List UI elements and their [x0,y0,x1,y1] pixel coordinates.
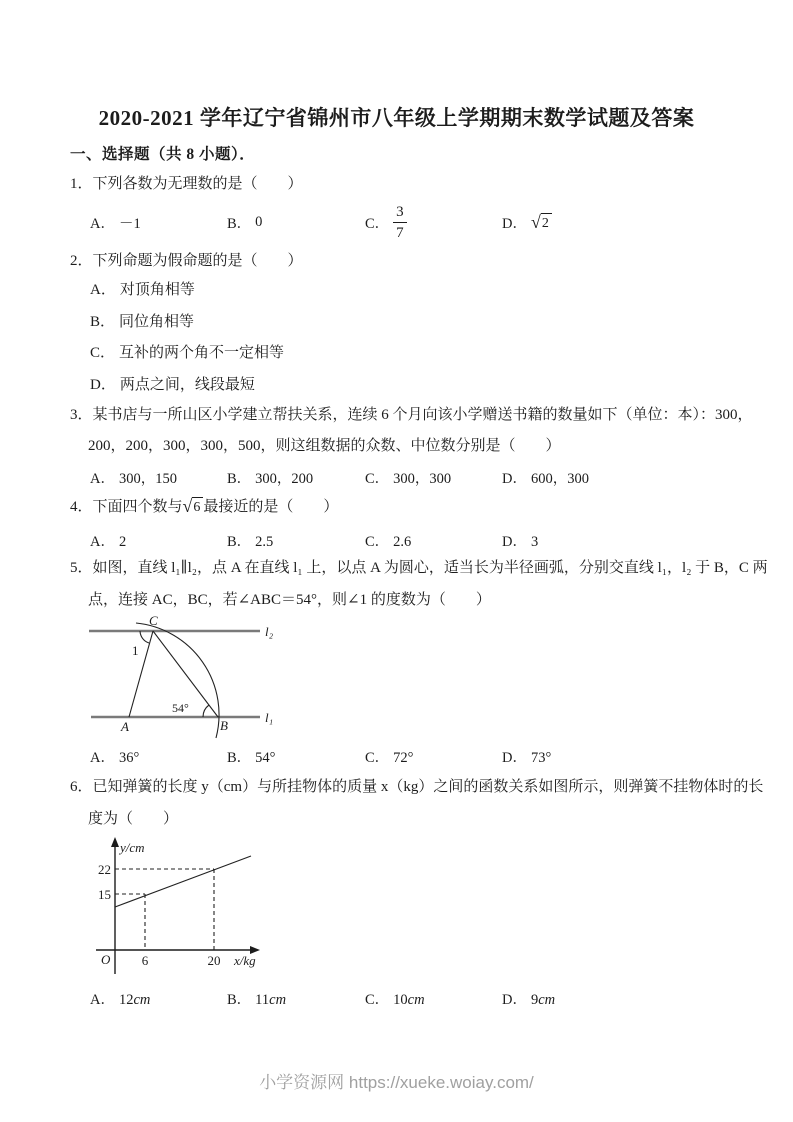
option-value: 72° [393,750,414,766]
option-label: C． [365,471,390,487]
option-label: D． [502,215,527,232]
question-4-post: 最接近的是（ ） [203,499,339,515]
radical-sign: √ [530,211,541,232]
option-unit: cm [407,992,425,1008]
option-value: 10 [393,992,408,1008]
question-5-text-line1: 5．如图，直线 l₁∥l₂，点 A 在直线 l₁ 上，以点 A 为圆心，适当长为半径画弧，分别交直线 l₁，l₂ 于 B，C 两 [70,560,768,576]
question-1-text: 1．下列各数为无理数的是（ ） [70,176,303,192]
option-label: A． [90,471,115,487]
option-label: B． [227,471,252,487]
fraction [393,203,407,242]
option-6a [90,988,150,1009]
point-b-label: B [220,718,228,733]
question-5-text-line2: 点，连接 AC，BC，若∠ABC＝54°，则∠1 的度数为（ ） [88,592,491,608]
option-value: 600，300 [530,471,589,487]
option-label: C． [365,534,390,550]
option-value: 73° [530,750,552,766]
option-label: B． [90,314,116,330]
option-6b [227,988,286,1009]
function-line [115,856,251,907]
option-value: 对顶角相等 [119,282,195,298]
option-unit: cm [269,992,287,1008]
sqrt-expression [183,496,204,517]
origin-label: O [101,952,111,967]
angle-b-arc [203,705,209,717]
fraction-numerator: 3 [393,203,407,223]
angle-1-arc [140,631,149,643]
option-value: 两点之间，线段最短 [119,377,255,393]
question-4-pre: 4．下面四个数与 [70,499,183,515]
option-2c [0,343,793,363]
option-label: D． [502,471,527,487]
option-2a [0,280,793,300]
option-label: A． [90,992,115,1008]
fraction-denominator: 7 [396,224,404,241]
option-label: D． [502,750,527,766]
option-5b [227,746,275,767]
option-6c [365,988,425,1009]
question-4-text [0,496,793,517]
option-2d [0,375,793,395]
question-4-options [0,530,793,552]
question-2-text: 2．下列命题为假命题的是（ ） [70,253,303,269]
option-label: A． [90,282,116,298]
radicand: 2 [541,213,552,233]
option-5c [365,746,413,767]
angle-1-label: 1 [132,643,139,658]
option-5d [502,746,551,767]
option-label: B． [227,215,252,232]
option-value: 9 [530,992,539,1008]
option-label: A． [90,534,115,550]
option-4a [90,530,126,551]
option-label: D． [502,534,527,550]
option-3d [502,467,589,488]
option-value: 36° [118,750,140,766]
question-6-text-line1: 6．已知弹簧的长度 y（cm）与所挂物体的质量 x（kg）之间的函数关系如图所示，则弹簧不挂物体时的长 [70,779,764,795]
option-label: B． [227,534,252,550]
question-3-options [0,467,793,489]
option-3a [90,467,177,488]
point-c-label: C [149,613,158,628]
y-axis-label: y/cm [120,840,145,855]
watermark-footer: 小学资源网 https://xueke.woiay.com/ [259,1073,534,1092]
option-label: B． [227,992,252,1008]
compass-arc [136,623,219,738]
option-label: C． [365,992,390,1008]
option-value: 同位角相等 [119,314,195,330]
option-value: 12 [118,992,134,1008]
option-value: 2.5 [255,534,274,550]
option-4c [365,530,411,551]
option-unit: cm [133,992,151,1008]
spring-length-graph [94,836,276,978]
option-label: A． [90,750,115,766]
option-value: 300，150 [118,471,177,487]
page-title: 2020-2021 学年辽宁省锦州市八年级上学期期末数学试题及答案 [98,106,695,130]
option-label: B． [227,750,252,766]
x-tick-20: 20 [207,953,221,968]
option-label: A． [90,215,115,232]
option-4d [502,530,538,551]
question-5-options [0,746,793,768]
line-chart [94,836,276,978]
y-tick-15: 15 [98,887,111,902]
question-6-options [0,988,793,1010]
option-value: 互补的两个角不一定相等 [119,345,285,361]
option-value: －1 [118,215,141,232]
option-label: C． [365,750,390,766]
y-axis-arrow-icon [111,837,119,847]
geometry-figure [84,610,312,750]
question-1-options [0,196,793,248]
option-label: D． [502,992,527,1008]
option-value: 2.6 [393,534,412,550]
option-1b [227,196,262,248]
option-4b [227,530,273,551]
question-3-text-line2: 200，200，300，300，500，则这组数据的众数、中位数分别是（ ） [88,438,561,454]
option-unit: cm [538,992,556,1008]
option-2b [0,312,793,332]
radical-sign: √ [182,496,193,516]
line-l1-label: l₁ [265,710,274,725]
option-value: 300，300 [393,471,452,487]
point-a-label: A [121,719,129,734]
option-value: 3 [530,534,539,550]
option-label: D． [90,377,116,393]
option-value: 54° [255,750,276,766]
option-label: C． [365,215,390,232]
question-3-text-line1: 3．某书店与一所山区小学建立帮扶关系，连续 6 个月向该小学赠送书籍的数量如下（单位：本）：300， [70,407,753,423]
option-value: 2 [118,534,127,550]
option-3b [227,467,313,488]
question-6-text-line2: 度为（ ） [88,811,179,827]
x-tick-6: 6 [141,953,149,968]
option-1c [365,196,407,248]
option-value: 11 [255,992,270,1008]
radicand: 6 [192,497,203,517]
option-value: 300，200 [255,471,314,487]
option-value: 0 [255,213,263,230]
option-6d [502,988,555,1009]
option-label: C． [90,345,116,361]
angle-54-label: 54° [172,701,189,715]
option-1a [90,196,141,248]
sqrt-expression [531,212,552,233]
option-1d [502,196,552,248]
option-5a [90,746,139,767]
guide-dashed-6-15 [115,894,145,950]
option-3c [365,467,451,488]
line-l2-label: l₂ [265,624,274,639]
parallel-lines-diagram [84,610,312,750]
section-heading: 一、选择题（共 8 小题）． [70,146,256,163]
x-axis-label: x/kg [234,953,256,968]
guide-dashed-20-22 [115,869,214,950]
y-tick-22: 22 [98,862,111,877]
